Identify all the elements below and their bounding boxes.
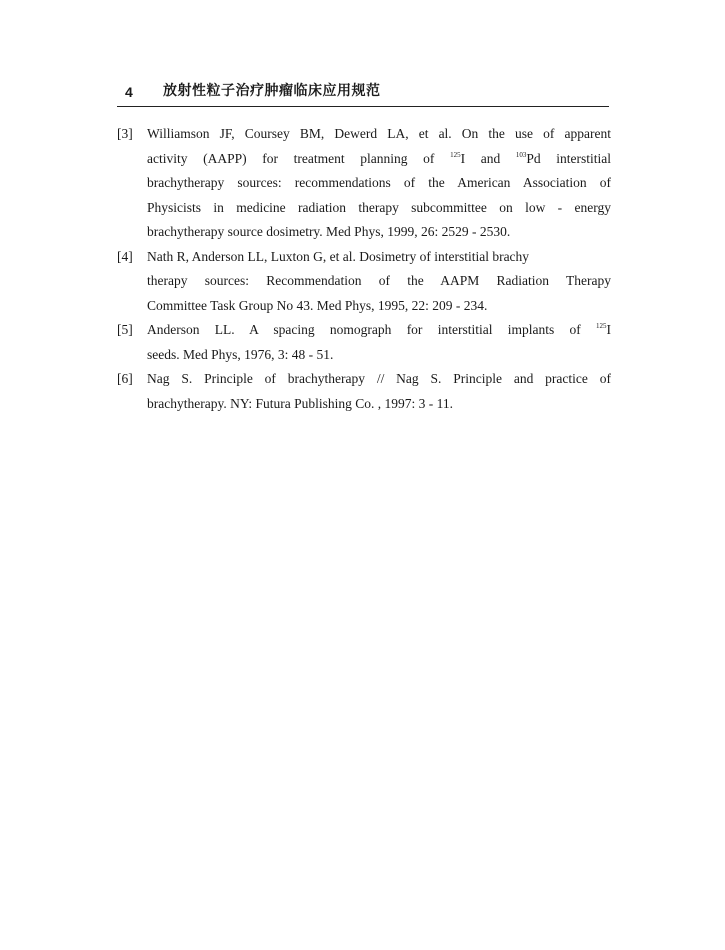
page-header bbox=[117, 80, 609, 107]
isotope-mass-number: 125 bbox=[450, 150, 461, 159]
reference-number: [5] bbox=[117, 322, 133, 337]
reference-text bbox=[147, 245, 611, 319]
reference-item bbox=[117, 367, 611, 416]
reference-line: brachytherapy source dosimetry. Med Phys, 1999, 26: 2529 - 2530. bbox=[147, 224, 511, 239]
reference-number: [6] bbox=[117, 371, 133, 386]
reference-number: [4] bbox=[117, 248, 133, 264]
reference-line: activity (AAPP) for treatment planning of $^{125}$I and $^{103}$Pd interstitial bbox=[147, 150, 611, 166]
reference-text bbox=[147, 318, 611, 367]
reference-item bbox=[117, 245, 611, 319]
reference-item bbox=[117, 318, 611, 367]
isotope-mass-number: 125 bbox=[596, 322, 607, 330]
reference-list bbox=[117, 122, 611, 416]
reference-line: Williamson JF, Coursey BM, Dewerd LA, et al. On the use of apparent bbox=[147, 126, 611, 141]
running-title: 放射性粒子治疗肿瘤临床应用规范 bbox=[163, 83, 381, 99]
reference-line: Committee Task Group No 43. Med Phys, 1995, 22: 209 - 234. bbox=[147, 297, 488, 313]
reference-text bbox=[147, 367, 611, 416]
reference-item bbox=[117, 122, 611, 245]
reference-line: seeds. Med Phys, 1976, 3: 48 - 51. bbox=[147, 346, 334, 362]
reference-line: Nag S. Principle of brachytherapy // Nag S. Principle and practice of bbox=[147, 371, 611, 386]
reference-number: [3] bbox=[117, 126, 133, 141]
reference-line: brachytherapy. NY: Futura Publishing Co. , 1997: 3 - 11. bbox=[147, 395, 453, 411]
reference-line: Anderson LL. A spacing nomograph for interstitial implants of $^{125}$I bbox=[147, 322, 611, 337]
isotope-mass-number: 103 bbox=[515, 150, 527, 159]
reference-line: Physicists in medicine radiation therapy subcommittee on low - energy bbox=[147, 199, 611, 215]
reference-line: therapy sources: Recommendation of the AAPM Radiation Therapy bbox=[147, 273, 611, 288]
reference-line: brachytherapy sources: recommendations of the American Association of bbox=[147, 175, 611, 190]
reference-text bbox=[147, 122, 611, 245]
reference-line: Nath R, Anderson LL, Luxton G, et al. Dosimetry of interstitial brachy bbox=[147, 248, 530, 264]
page-number: 4 bbox=[125, 84, 133, 100]
